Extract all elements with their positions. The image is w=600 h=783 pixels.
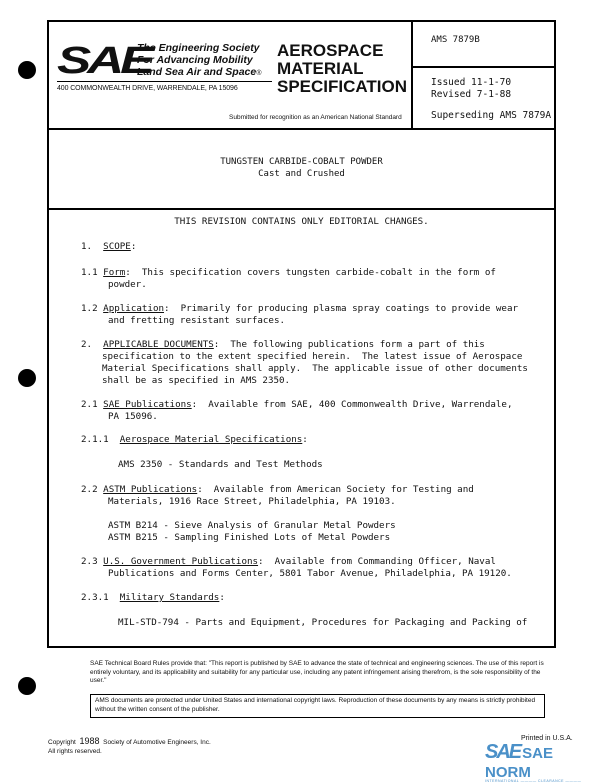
copyright-notice-box: AMS documents are protected under United States and international copyright laws. Reproduction of these documents by any means is strictly prohibited without the written consent of the publisher.	[90, 694, 545, 718]
section-2-2: 2.2 ASTM Publications: Available from American Society for Testing and	[81, 484, 474, 495]
doc-number-box	[413, 22, 554, 68]
document-frame: SAE The Engineering Society For Advancing Mobility Land Sea Air and Space® 400 COMMONWEALTH DRIVE, WARRENDALE, PA 15096 AEROSPACE MATERIAL SPECIFICATION Submitted for recognition as an American National Standard AMS 7879B Issued 11-1-70 Revised 7-1-88 Superseding AMS 7879A TUNGSTEN CARBIDE-COBALT POWDER Cast and Crushed THIS REVISION CONTAINS ONLY EDITORIAL CHANGES. 1. SCOPE: 1.1 Form: This specification covers tungsten carbide-cobalt in the form of powder. 1.2 Application: Primarily for producing plasma spray coatings to provide wear and fretting resistant surfaces. 2. APPLICABLE DOCUMENTS: The following publications form a part of this specification to the extent specified herein. The latest issue of Aerospace Material Specifications shall apply. The applicable issue of other documents shall be as specified in AMS 2350. 2.1 SAE Publications: Available from SAE, 400 Commonwealth Drive, Warrendale, PA 15096. 2.1.1 Aerospace Material Specifications: AMS 2350 - Standards and Test Methods 2.2 ASTM Publications: Available from American Society for Testing and Materials, 1916 Race Street, Philadelphia, PA 19103. ASTM B214 - Sieve Analysis of Granular Metal Powders ASTM B215 - Sampling Finished Lots of Metal Powders 2.3 U.S. Government Publications: Available from Commanding Officer, Naval Publications and Forms Center, 5801 Tabor Avenue, Philadelphia, PA 19120. 2.3.1 Military Standards: MIL-STD-794 - Parts and Equipment, Procedures for Packaging and Packing of	[47, 20, 556, 648]
section-2: 2. APPLICABLE DOCUMENTS: The following publications form a part of this	[81, 339, 485, 350]
revision-note: THIS REVISION CONTAINS ONLY EDITORIAL CHANGES.	[174, 216, 429, 227]
ref-b214: ASTM B214 - Sieve Analysis of Granular Metal Powders	[108, 520, 396, 531]
dates-box	[413, 68, 554, 128]
divider	[57, 81, 272, 82]
section-1-1: 1.1 Form: This specification covers tungsten carbide-cobalt in the form of	[81, 267, 496, 278]
society-address: 400 COMMONWEALTH DRIVE, WARRENDALE, PA 15096	[57, 85, 238, 92]
dates	[431, 77, 511, 100]
punch-hole-bottom	[18, 677, 36, 695]
section-2-1: 2.1 SAE Publications: Available from SAE, 400 Commonwealth Drive, Warrendale,	[81, 399, 513, 410]
section-2-3: 2.3 U.S. Government Publications: Available from Commanding Officer, Naval	[81, 556, 496, 567]
section-2-1-1: 2.1.1 Aerospace Material Specifications:	[81, 434, 308, 445]
ref-ams2350: AMS 2350 - Standards and Test Methods	[118, 459, 323, 470]
spec-title: TUNGSTEN CARBIDE-COBALT POWDER Cast and Crushed	[220, 157, 383, 179]
document-type: AEROSPACE MATERIAL SPECIFICATION	[277, 41, 408, 96]
issued-date: Issued 11-1-70	[431, 77, 512, 88]
ref-mil-std-794: MIL-STD-794 - Parts and Equipment, Procedures for Packaging and Packing of	[118, 617, 528, 628]
printed-in: Printed in U.S.A.	[521, 735, 573, 742]
ref-b215: ASTM B215 - Sampling Finished Lots of Metal Powders	[108, 532, 391, 543]
section-1-2: 1.2 Application: Primarily for producing plasma spray coatings to provide wear	[81, 303, 519, 314]
sae-norm-watermark: SAE SAE NORM INTERNATIONAL ———— CLEARANCE ————	[485, 741, 582, 783]
society-tagline: The Engineering Society For Advancing Mobility Land Sea Air and Space®	[137, 42, 262, 78]
header-left	[49, 22, 413, 128]
sae-watermark-logo-icon: SAE	[485, 741, 521, 763]
registered-mark-icon: ®	[256, 70, 262, 77]
section-1: 1. SCOPE:	[81, 241, 137, 252]
ansi-note: Submitted for recognition as an American National Standard	[229, 114, 402, 121]
superseding: Superseding AMS 7879A	[431, 110, 552, 121]
spec-title-box	[49, 130, 554, 210]
punch-hole-top	[18, 61, 36, 79]
revised-date: Revised 7-1-88	[431, 88, 512, 100]
doc-number: AMS 7879B	[431, 35, 480, 45]
section-2-3-1: 2.3.1 Military Standards:	[81, 592, 225, 603]
copyright: Copyright 1988 Society of Automotive Engineers, Inc. All rights reserved.	[48, 736, 211, 755]
punch-hole-middle	[18, 369, 36, 387]
board-rules-notice: SAE Technical Board Rules provide that: "This report is published by SAE to advance the state of technical and engineering sciences. The use of this report is entirely voluntary, and its applicability and suitability for any particular use, including any patent infringement arising therefrom, is the sole responsibility of the user."	[90, 660, 544, 684]
sae-logo: SAE	[57, 40, 151, 82]
